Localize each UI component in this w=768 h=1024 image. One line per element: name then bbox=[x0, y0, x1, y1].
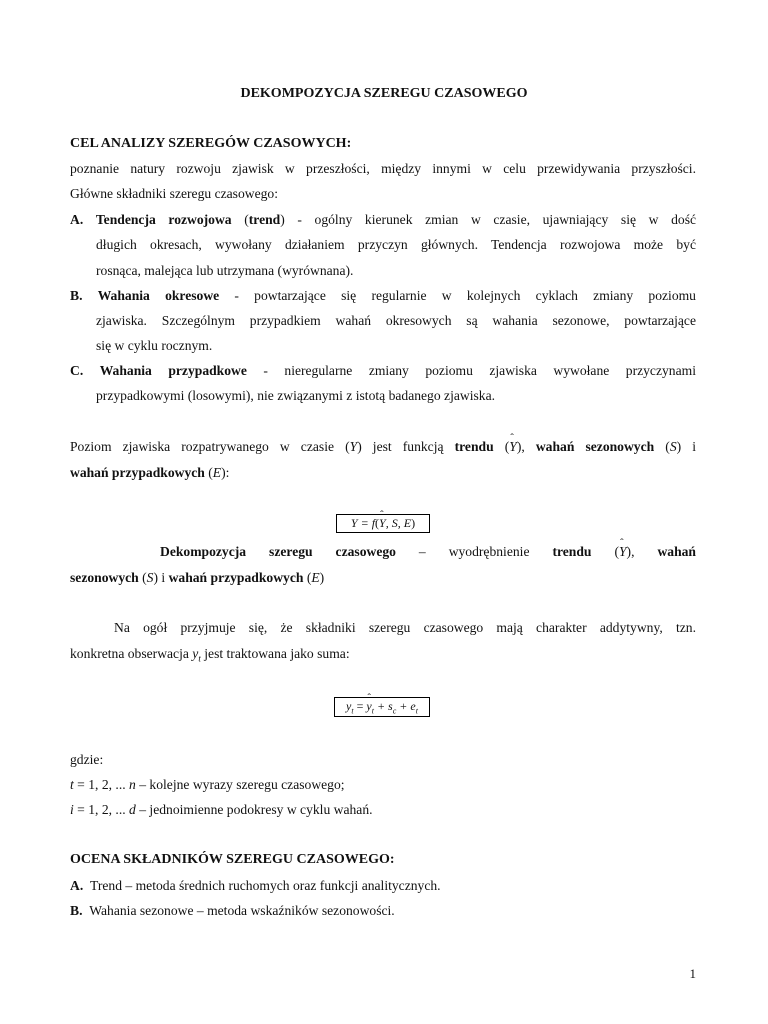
decomposition-line1: Dekompozycja szeregu czasowego – wyodrębnienie trendu (ˆ Y), wahań bbox=[70, 544, 696, 560]
page-number: 1 bbox=[689, 966, 696, 981]
document-title: DEKOMPOZYCJA SZEREGU CZASOWEGO bbox=[240, 86, 528, 101]
item-b-term: Wahania okresowe bbox=[97, 288, 220, 303]
item-a-line3: rosnąca, malejąca lub utrzymana (wyrównana). bbox=[96, 263, 354, 278]
decomposition-term: Dekompozycja szeregu czasowego bbox=[160, 544, 396, 559]
components-label: Główne składniki szeregu czasowego: bbox=[70, 186, 278, 201]
level-paragraph-line2: wahań przypadkowych (E): bbox=[70, 465, 230, 480]
additive-line1: Na ogół przyjmuje się, że składniki szeregu czasowego mają charakter addytywny, tzn. bbox=[114, 620, 696, 635]
item-b-line1: B. Wahania okresowe - powtarzające się regularnie w kolejnych cyklach zmiany poziomu bbox=[70, 288, 696, 303]
item-a-term2: trend bbox=[248, 212, 281, 227]
eval-item-b: B. Wahania sezonowe – metoda wskaźników sezonowości. bbox=[70, 903, 395, 918]
section-heading-evaluation: OCENA SKŁADNIKÓW SZEREGU CZASOWEGO: bbox=[70, 852, 395, 867]
item-a-line2: długich okresach, wywołany działaniem przyczyn głównych. Tendencja rozwojowa może być bbox=[96, 237, 696, 252]
where-row-i: i = 1, 2, ... d – jednoimienne podokresy w cyklu wahań. bbox=[70, 802, 373, 817]
item-c-term: Wahania przypadkowe bbox=[99, 363, 247, 378]
where-row-t: t = 1, 2, ... n – kolejne wyrazy szeregu czasowego; bbox=[70, 777, 345, 792]
additive-line2: konkretna obserwacja $y_t$ jest traktowana jako suma: bbox=[70, 646, 350, 664]
decomposition-line2: sezonowych (S) i wahań przypadkowych (E) bbox=[70, 570, 325, 585]
item-b-line3: się w cyklu rocznym. bbox=[96, 338, 213, 353]
item-c-marker: C. bbox=[70, 363, 84, 378]
item-b-line2: zjawiska. Szczególnym przypadkiem wahań okresowych są wahania sezonowe, powtarzające bbox=[96, 313, 696, 328]
where-label: gdzie: bbox=[70, 752, 104, 767]
formula-y-function: Y = f(ˆ Y, S, E) bbox=[336, 514, 430, 533]
item-a-term: Tendencja rozwojowa bbox=[95, 212, 232, 227]
item-a-marker: A. bbox=[70, 212, 84, 227]
section-heading-goal: CEL ANALIZY SZEREGÓW CZASOWYCH: bbox=[70, 136, 352, 151]
eval-item-a: A. Trend – metoda średnich ruchomych oraz funkcji analitycznych. bbox=[70, 878, 441, 893]
level-paragraph-line1: Poziom zjawiska rozpatrywanego w czasie (Y) jest funkcją trendu (ˆ Y), wahań sezonowych (S) i bbox=[70, 439, 696, 455]
intro-paragraph: poznanie natury rozwoju zjawisk w przeszłości, między innymi w celu przewidywania przyszłości. bbox=[70, 161, 696, 176]
item-c-line1: C. Wahania przypadkowe - nieregularne zmiany poziomu zjawiska wywołane przyczynami bbox=[70, 363, 696, 378]
item-b-marker: B. bbox=[70, 288, 83, 303]
formula-additive: $y_t$ = ˆ $y_t + s_c + e_t$ bbox=[334, 697, 430, 717]
item-c-line2: przypadkowymi (losowymi), nie związanymi z istotą badanego zjawiska. bbox=[96, 388, 496, 403]
item-a-line1: A. Tendencja rozwojowa (trend) - ogólny kierunek zmian w czasie, ujawniający się w dość bbox=[70, 212, 697, 227]
